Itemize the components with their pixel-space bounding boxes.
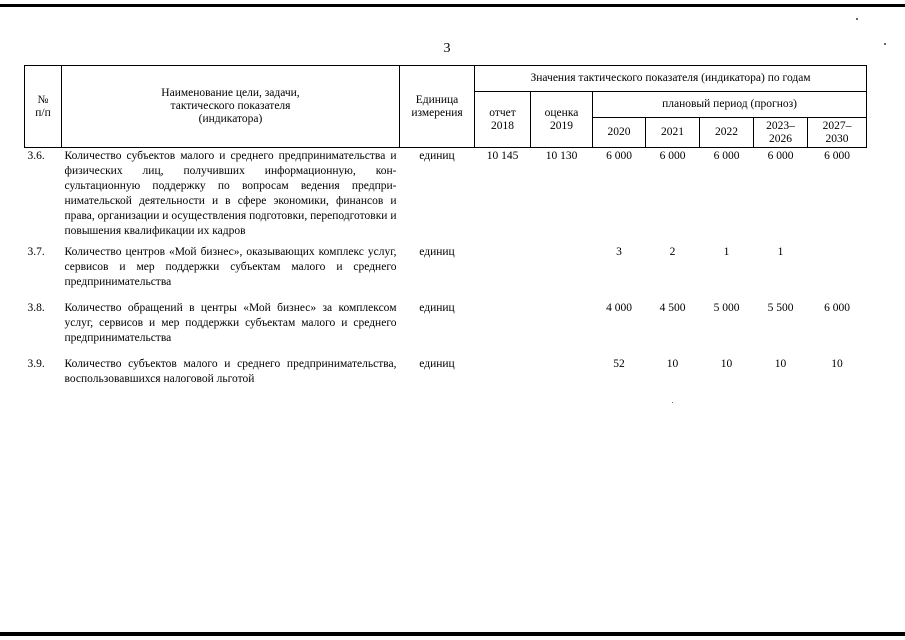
row-plan-2023-2026: 5 500 [767,302,794,314]
row-estimate [531,241,593,297]
row-plan-2023-2026: 10 [774,358,787,370]
row-report [475,297,531,353]
header-year-2022: 2022 [700,118,754,148]
header-report-2018: отчет 2018 [475,92,531,148]
header-name: Наименование цели, задачи, тактического показателя (индикатора) [62,66,400,148]
row-plan-2020: 3 [616,246,622,258]
row-plan-2023-2026: 1 [777,246,784,258]
row-name: Количество центров «Мой бизнес», оказывающих комплекс услуг, сервисов и мер поддержки субъектам малого и среднего предпринимательства [64,246,397,288]
header-num: № п/п [25,66,62,148]
row-unit: единиц [419,246,455,258]
row-plan-2027-2030: 10 [831,358,843,370]
row-plan-2027-2030 [808,241,867,297]
row-num: 3.6. [27,150,45,162]
top-border-rule [0,4,905,7]
row-plan-2021: 2 [669,246,676,258]
row-num: 3.8. [27,302,45,314]
page-number: 3 [443,41,451,56]
row-estimate [531,297,593,353]
scan-speck [884,43,886,45]
header-unit: Единица измерения [400,66,475,148]
row-plan-2021: 10 [666,358,679,370]
bottom-border-rule [0,632,905,636]
row-plan-2020: 6 000 [606,150,632,162]
row-report [475,241,531,297]
row-report: 10 145 [486,150,519,162]
row-plan-2022: 5 000 [713,302,740,314]
header-plan-group: плановый период (прогноз) [593,92,867,118]
row-plan-2020: 52 [613,358,625,370]
header-year-2020: 2020 [593,118,646,148]
table-row [25,241,867,297]
row-plan-2021: 4 500 [659,302,686,314]
scan-speck [672,402,673,403]
table-row [25,148,867,242]
header-year-2021: 2021 [646,118,700,148]
row-unit: единиц [419,150,455,162]
header-year-2027-2030: 2027– 2030 [808,118,867,148]
row-estimate: 10 130 [545,150,578,162]
header-year-2023-2026: 2023– 2026 [754,118,808,148]
row-estimate [531,353,593,387]
row-num: 3.9. [27,358,45,370]
row-plan-2027-2030: 6 000 [824,302,850,314]
header-values-group: Значения тактического показателя (индикатора) по годам [475,66,867,92]
row-name: Количество субъектов малого и среднего предпринимательства и физических лиц, получивших информационную, консультационную поддержку по вопросам ведения предпринимательской деятельности и в сфере экономики, финансов и права, организации и осуществления подготовки, переподготовки и повышения квалификации их кадров [64,150,397,237]
row-num: 3.7. [27,246,45,258]
row-unit: единиц [419,302,455,314]
row-plan-2020: 4 000 [606,302,632,314]
table-row [25,297,867,353]
row-unit: единиц [419,358,455,370]
header-estimate-2019: оценка 2019 [531,92,593,148]
row-name: Количество субъектов малого и среднего предпринимательства, воспользовавшихся налоговой льготой [64,358,397,385]
row-plan-2027-2030: 6 000 [824,150,850,162]
row-report [475,353,531,387]
row-plan-2023-2026: 6 000 [767,150,794,162]
row-plan-2021: 6 000 [659,150,686,162]
row-plan-2022: 6 000 [713,150,740,162]
row-plan-2022: 10 [720,358,733,370]
indicator-table [24,65,867,387]
scan-speck [856,18,858,20]
table-row [25,353,867,387]
row-plan-2022: 1 [723,246,730,258]
row-name: Количество обращений в центры «Мой бизнес» за комплексом услуг, сервисов и мер поддержки субъектам малого и среднего предпринимательства [64,302,397,344]
